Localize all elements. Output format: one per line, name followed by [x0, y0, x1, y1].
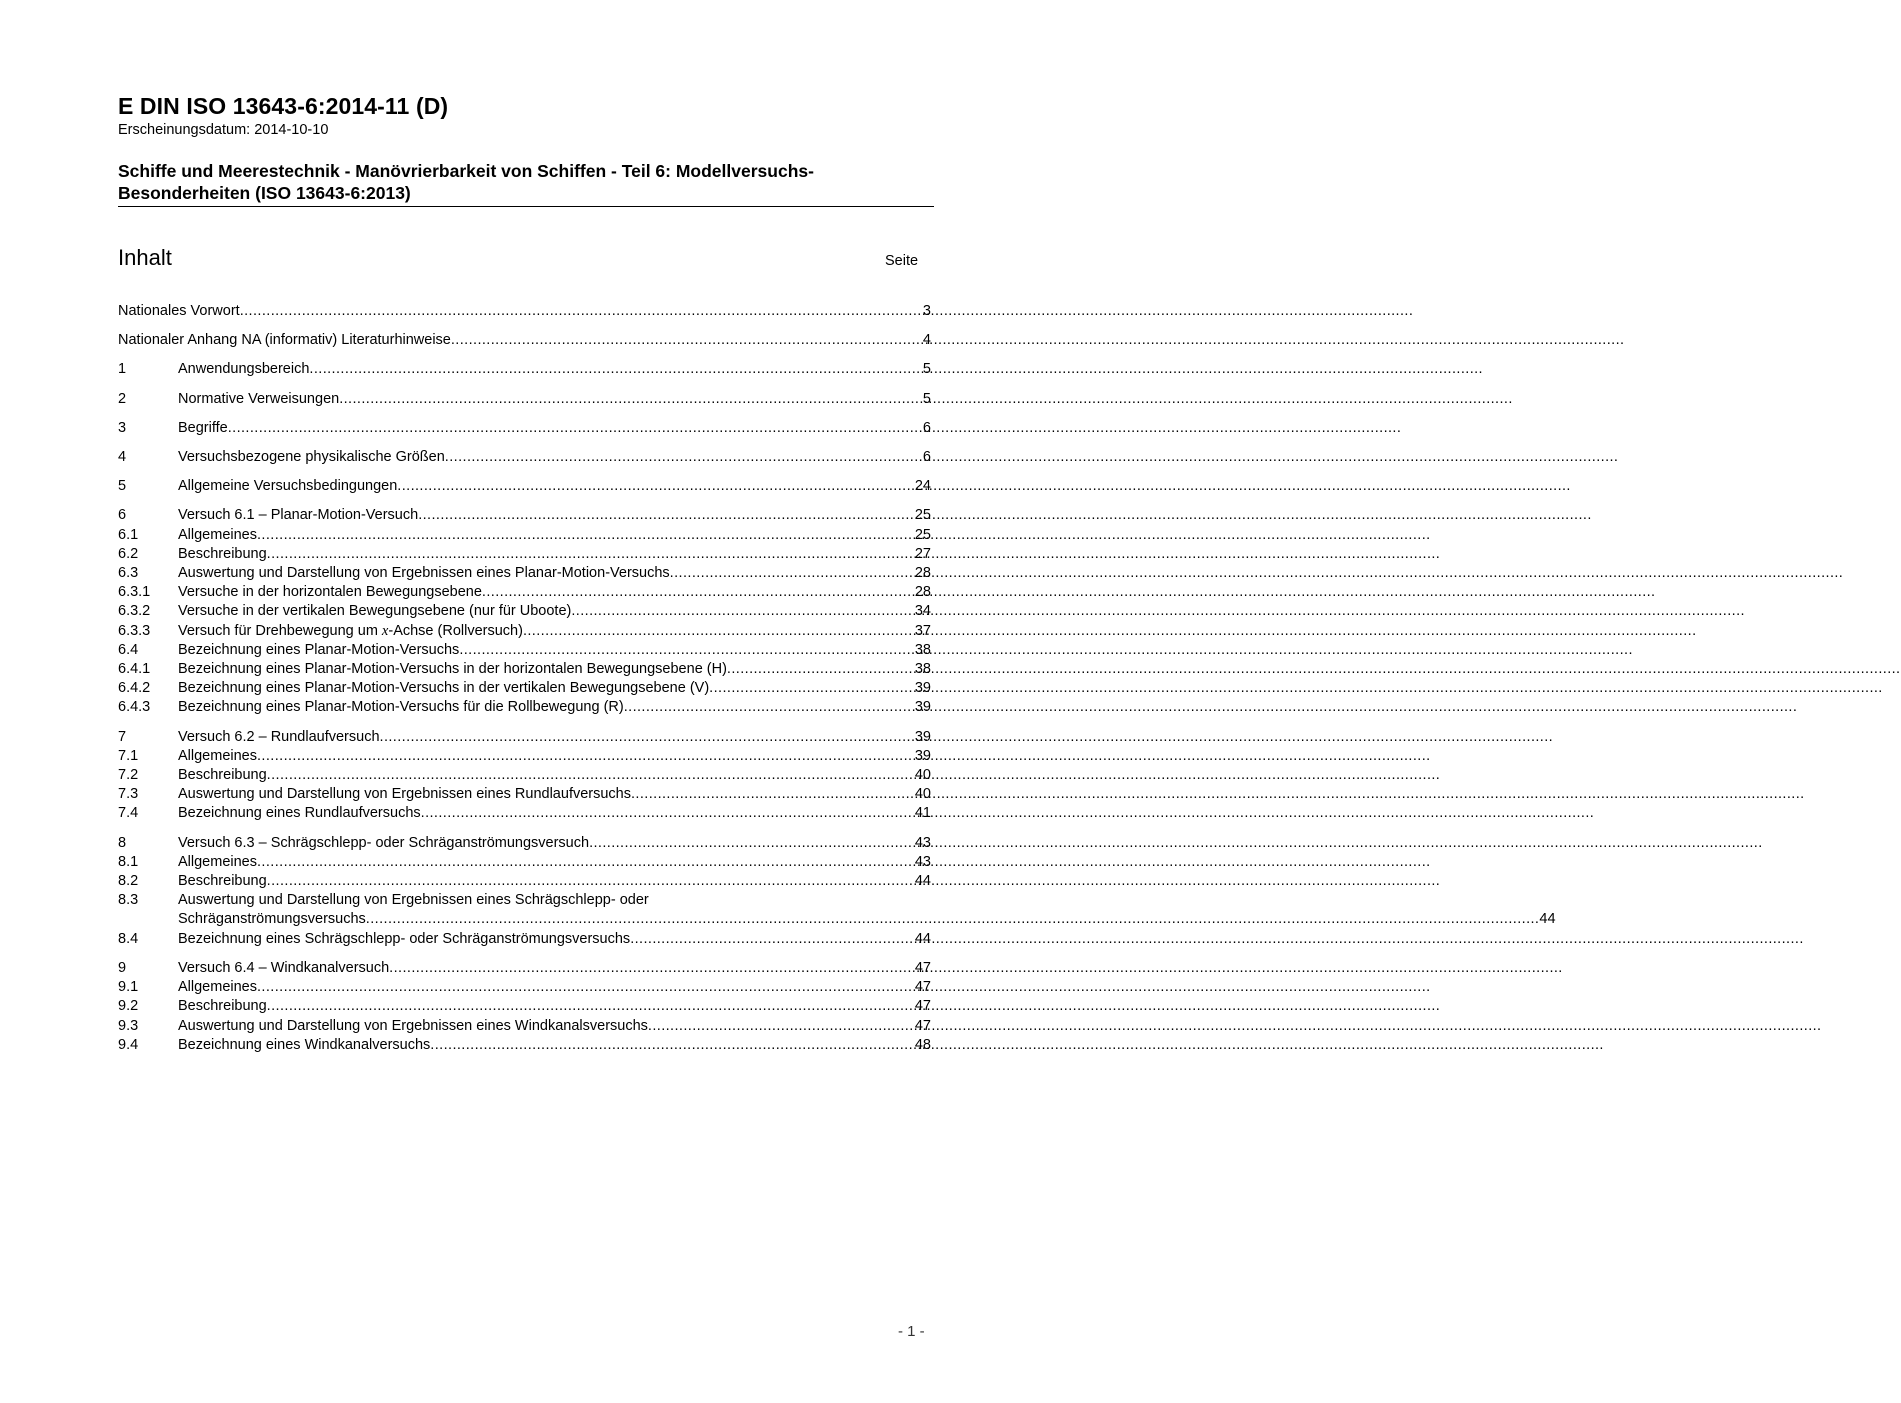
toc-entry-page: 4 [922, 332, 931, 349]
toc-entry[interactable] [118, 506, 931, 525]
toc-entry-number: 6.4.1 [118, 661, 151, 678]
toc-entry-page: 24 [914, 478, 931, 495]
toc-entry[interactable] [118, 698, 931, 717]
toc-entry-title: Allgemeines [178, 979, 257, 996]
toc-entry-page: 47 [914, 959, 931, 976]
toc-entry-title: Auswertung und Darstellung von Ergebnissen eines Planar-Motion-Versuchs [178, 565, 670, 582]
toc-entry-title: Versuch für Drehbewegung um x-Achse (Rollversuch) [178, 622, 523, 639]
toc-entry-title: Allgemeines [178, 526, 257, 543]
toc-entry[interactable] [118, 679, 931, 698]
toc-entry-title: Auswertung und Darstellung von Ergebnissen eines Schrägschlepp- oder [178, 892, 649, 909]
toc-entry-page: 5 [922, 390, 931, 407]
toc-entry-title: Begriffe [178, 419, 228, 436]
toc-entry-number: 6.1 [118, 526, 139, 543]
toc-entry-title: Bezeichnung eines Planar-Motion-Versuchs für die Rollbewegung (R) [178, 699, 624, 716]
toc-entry-title: Beschreibung [178, 873, 267, 890]
leader-dots [257, 853, 915, 872]
toc-entry[interactable] [118, 602, 931, 621]
toc-entry-page: 39 [914, 699, 931, 716]
toc-entry-number: 7.4 [118, 805, 139, 822]
toc-entry-title: Bezeichnung eines Planar-Motion-Versuchs in der vertikalen Bewegungsebene (V) [178, 680, 710, 697]
page-column-label: Seite [885, 253, 919, 269]
leader-dots [339, 390, 923, 409]
toc-entry-number: 6.2 [118, 545, 139, 562]
leader-dots [631, 785, 915, 804]
toc-entry-page: 25 [914, 526, 931, 543]
leader-dots [267, 872, 915, 891]
toc-entry[interactable] [118, 583, 931, 602]
toc-entry[interactable] [118, 891, 1556, 929]
toc-entry[interactable] [118, 660, 931, 679]
toc-entry-number: 2 [118, 390, 127, 407]
toc-entry-page: 38 [914, 641, 931, 658]
leader-dots [267, 766, 915, 785]
leader-dots [445, 448, 923, 467]
leader-dots [482, 583, 915, 602]
toc-entry-title: Versuch 6.2 – Rundlaufversuch [178, 728, 380, 745]
toc-entry-title: Bezeichnung eines Rundlaufversuchs [178, 805, 421, 822]
leader-dots [397, 477, 915, 496]
toc-entry-page: 43 [914, 853, 931, 870]
leader-dots [240, 302, 923, 321]
toc-entry-page: 48 [914, 1036, 931, 1053]
toc-entry-title: Auswertung und Darstellung von Ergebnissen eines Windkanalsversuchs [178, 1017, 648, 1034]
toc-entry-number: 9.1 [118, 979, 139, 996]
toc-entry-title: Bezeichnung eines Windkanalversuchs [178, 1036, 431, 1053]
toc-entry-number: 6.4.2 [118, 680, 151, 697]
leader-dots [257, 747, 915, 766]
leader-dots [670, 564, 915, 583]
toc-entry[interactable] [118, 853, 931, 872]
toc-entry-page: 40 [914, 786, 931, 803]
toc-entry-page: 5 [922, 361, 931, 378]
toc-entry-number: 8.3 [118, 892, 139, 909]
toc-heading: Inhalt [118, 245, 172, 270]
toc-entry-title: Normative Verweisungen [178, 390, 340, 407]
toc-entry-number: 6 [118, 507, 127, 524]
toc-entry-page: 38 [914, 661, 931, 678]
toc-entry-number: 6.4 [118, 641, 139, 658]
toc-entry-page: 43 [914, 834, 931, 851]
toc-entry-page: 39 [914, 728, 931, 745]
leader-dots [451, 331, 923, 350]
publication-date: Erscheinungsdatum: 2014-10-10 [118, 122, 329, 138]
toc-entry-number: 7.1 [118, 747, 139, 764]
toc-entry-page: 40 [914, 767, 931, 784]
toc-entry-title: Versuch 6.1 – Planar-Motion-Versuch [178, 507, 419, 524]
leader-dots [430, 1036, 915, 1055]
toc-entry-page: 3 [922, 303, 931, 319]
toc-entry-title: Beschreibung [178, 767, 267, 784]
toc-entry-number: 6.4.3 [118, 699, 151, 716]
toc-entry-title: Bezeichnung eines Schrägschlepp- oder Schräganströmungsversuchs [178, 930, 631, 947]
leader-dots [418, 506, 915, 525]
toc-entry-title: Nationaler Anhang NA (informativ) Literaturhinweise [118, 332, 451, 349]
toc-entry[interactable] [118, 526, 931, 545]
toc-entry-number: 1 [118, 361, 127, 378]
toc-entry-page: 28 [914, 565, 931, 582]
table-of-contents [118, 302, 1556, 1055]
leader-dots [267, 997, 915, 1016]
toc-entry-number: 9 [118, 959, 127, 976]
leader-dots [630, 930, 915, 949]
toc-entry-title: Versuchsbezogene physikalische Größen [178, 449, 445, 466]
toc-entry-title: Beschreibung [178, 545, 267, 562]
toc-entry[interactable] [118, 766, 931, 785]
toc-entry-title: Versuch 6.3 – Schrägschlepp- oder Schräganströmungsversuch [178, 834, 590, 851]
toc-entry[interactable] [118, 804, 931, 823]
toc-entry[interactable] [118, 930, 931, 949]
toc-entry-number: 8.2 [118, 873, 139, 890]
toc-entry[interactable] [118, 564, 931, 583]
toc-entry[interactable] [118, 728, 931, 747]
leader-dots [727, 660, 915, 679]
toc-entry-number: 6.3 [118, 565, 139, 582]
leader-dots [459, 641, 915, 660]
toc-entry-number: 7.3 [118, 786, 139, 803]
toc-entry-title: Beschreibung [178, 998, 267, 1015]
toc-entry-number: 9.4 [118, 1036, 139, 1053]
leader-dots [257, 978, 915, 997]
toc-entry[interactable] [118, 622, 931, 641]
toc-entry-title: Auswertung und Darstellung von Ergebnissen eines Rundlaufversuchs [178, 786, 631, 803]
toc-entry[interactable] [118, 360, 931, 379]
page-number: - 1 - [898, 1323, 925, 1340]
header-rule [118, 206, 934, 207]
toc-entry-page: 6 [922, 449, 931, 466]
leader-dots [389, 959, 915, 978]
leader-dots [589, 834, 915, 853]
leader-dots [624, 698, 915, 717]
toc-entry-title: Versuche in der vertikalen Bewegungsebene (nur für Uboote) [178, 603, 572, 620]
toc-entry[interactable] [118, 1017, 931, 1036]
toc-entry-number: 7.2 [118, 767, 139, 784]
toc-entry-page: 34 [914, 603, 931, 620]
toc-entry[interactable] [118, 419, 931, 438]
toc-entry[interactable] [118, 302, 931, 321]
leader-dots [228, 419, 923, 438]
toc-entry-page: 6 [922, 419, 931, 436]
toc-entry-number: 6.3.3 [118, 622, 151, 639]
toc-entry-page: 47 [914, 1017, 931, 1034]
toc-entry-number: 8 [118, 834, 127, 851]
leader-dots [571, 602, 915, 621]
toc-entry-page: 28 [914, 584, 931, 601]
toc-entry-number: 3 [118, 419, 127, 436]
toc-entry-page: 39 [914, 747, 931, 764]
toc-entry-title: Allgemeine Versuchsbedingungen [178, 478, 398, 495]
toc-entry-page: 44 [914, 873, 931, 890]
toc-entry-title: Versuch 6.4 – Windkanalversuch [178, 959, 390, 976]
toc-entry-page: 41 [914, 805, 931, 822]
document-title: Schiffe und Meerestechnik - Manövrierbarkeit von Schiffen - Teil 6: Modellversuchs-Besonderheiten (ISO 13643-6:2013) [118, 161, 814, 203]
toc-entry[interactable] [118, 785, 931, 804]
toc-entry-title: Allgemeines [178, 853, 257, 870]
toc-entry[interactable] [118, 959, 931, 978]
toc-entry-number: 8.4 [118, 930, 139, 947]
leader-dots [366, 910, 1540, 929]
toc-entry[interactable] [118, 448, 931, 467]
toc-entry-number: 9.2 [118, 998, 139, 1015]
toc-entry-number: 4 [118, 449, 127, 466]
toc-entry[interactable] [118, 872, 931, 891]
toc-entry-number: 5 [118, 478, 127, 495]
leader-dots [523, 622, 915, 641]
toc-entry[interactable] [118, 834, 931, 853]
toc-entry-page: 47 [914, 979, 931, 996]
toc-entry-number: 7 [118, 728, 127, 745]
toc-entry-title: Allgemeines [178, 747, 257, 764]
axis-variable: x [381, 622, 389, 639]
leader-dots [257, 526, 915, 545]
toc-entry-title: Versuche in der horizontalen Bewegungsebene [178, 584, 482, 601]
leader-dots [380, 728, 915, 747]
toc-entry[interactable] [118, 641, 931, 660]
toc-entry-number: 6.3.1 [118, 584, 151, 601]
toc-entry-page: 25 [914, 507, 931, 524]
toc-entry[interactable] [118, 1036, 931, 1055]
toc-entry-title: Nationales Vorwort [118, 303, 240, 319]
toc-entry-number: 9.3 [118, 1017, 139, 1034]
toc-entry-title-continued: Schräganströmungsversuchs [178, 911, 366, 928]
toc-entry-page: 39 [914, 680, 931, 697]
leader-dots [648, 1017, 915, 1036]
toc-entry-title: Bezeichnung eines Planar-Motion-Versuchs [178, 641, 460, 658]
toc-entry[interactable] [118, 747, 931, 766]
toc-entry[interactable] [118, 978, 931, 997]
toc-entry[interactable] [118, 390, 931, 409]
toc-entry-page: 47 [914, 998, 931, 1015]
toc-entry[interactable] [118, 477, 931, 496]
toc-entry[interactable] [118, 545, 931, 564]
toc-entry-page: 44 [1539, 911, 1556, 928]
toc-entry[interactable] [118, 331, 931, 350]
leader-dots [421, 804, 915, 823]
toc-entry-title: Bezeichnung eines Planar-Motion-Versuchs in der horizontalen Bewegungsebene (H) [178, 661, 727, 678]
leader-dots [267, 545, 915, 564]
toc-entry-page: 44 [914, 930, 931, 947]
leader-dots [709, 679, 915, 698]
toc-entry-title: Anwendungsbereich [178, 361, 310, 378]
toc-entry[interactable] [118, 997, 931, 1016]
toc-entry-page: 27 [914, 545, 931, 562]
toc-entry-number: 6.3.2 [118, 603, 151, 620]
toc-entry-page: 37 [914, 622, 931, 639]
toc-entry-number: 8.1 [118, 853, 139, 870]
document-id: E DIN ISO 13643-6:2014-11 (D) [118, 93, 449, 119]
leader-dots [309, 360, 923, 379]
